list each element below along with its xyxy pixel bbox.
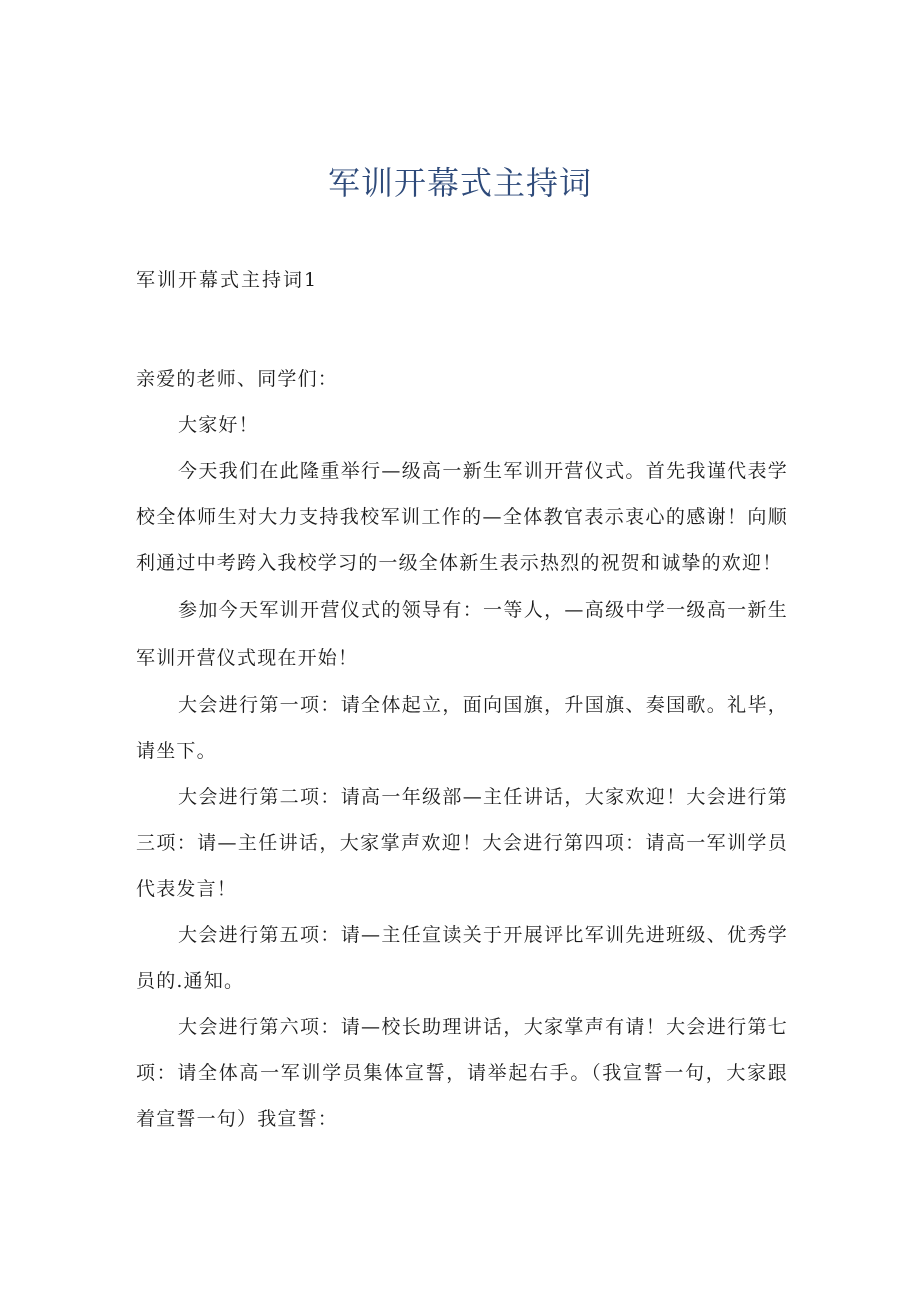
paragraph-leaders: 参加今天军训开营仪式的领导有：一等人，—高级中学一级高一新生军训开营仪式现在开始！ xyxy=(136,599,788,669)
paragraph-greeting: 大家好！ xyxy=(178,414,259,436)
section-subtitle: 军训开幕式主持词1 xyxy=(136,269,319,291)
document-body xyxy=(136,356,788,1142)
document-title: 军训开幕式主持词 xyxy=(327,164,592,202)
paragraph-items-two-to-four: 大会进行第二项：请高一年级部—主任讲话，大家欢迎！大会进行第三项：请—主任讲话，大家掌声欢迎！大会进行第四项：请高一军训学员代表发言！ xyxy=(136,786,788,900)
salutation: 亲爱的老师、同学们： xyxy=(136,368,339,390)
paragraph-items-six-seven: 大会进行第六项：请—校长助理讲话，大家掌声有请！大会进行第七项：请全体高一军训学员集体宣誓，请举起右手。（我宣誓一句，大家跟着宣誓一句）我宣誓： xyxy=(136,1016,788,1130)
paragraph-item-five: 大会进行第五项：请—主任宣读关于开展评比军训先进班级、优秀学员的.通知。 xyxy=(136,924,788,992)
paragraph-opening: 今天我们在此隆重举行—级高一新生军训开营仪式。首先我谨代表学校全体师生对大力支持我校军训工作的—全体教官表示衷心的感谢！向顺利通过中考跨入我校学习的一级全体新生表示热烈的祝贺和诚挚的欢迎！ xyxy=(136,460,788,574)
paragraph-item-one: 大会进行第一项：请全体起立，面向国旗，升国旗、奏国歌。礼毕，请坐下。 xyxy=(136,694,788,762)
